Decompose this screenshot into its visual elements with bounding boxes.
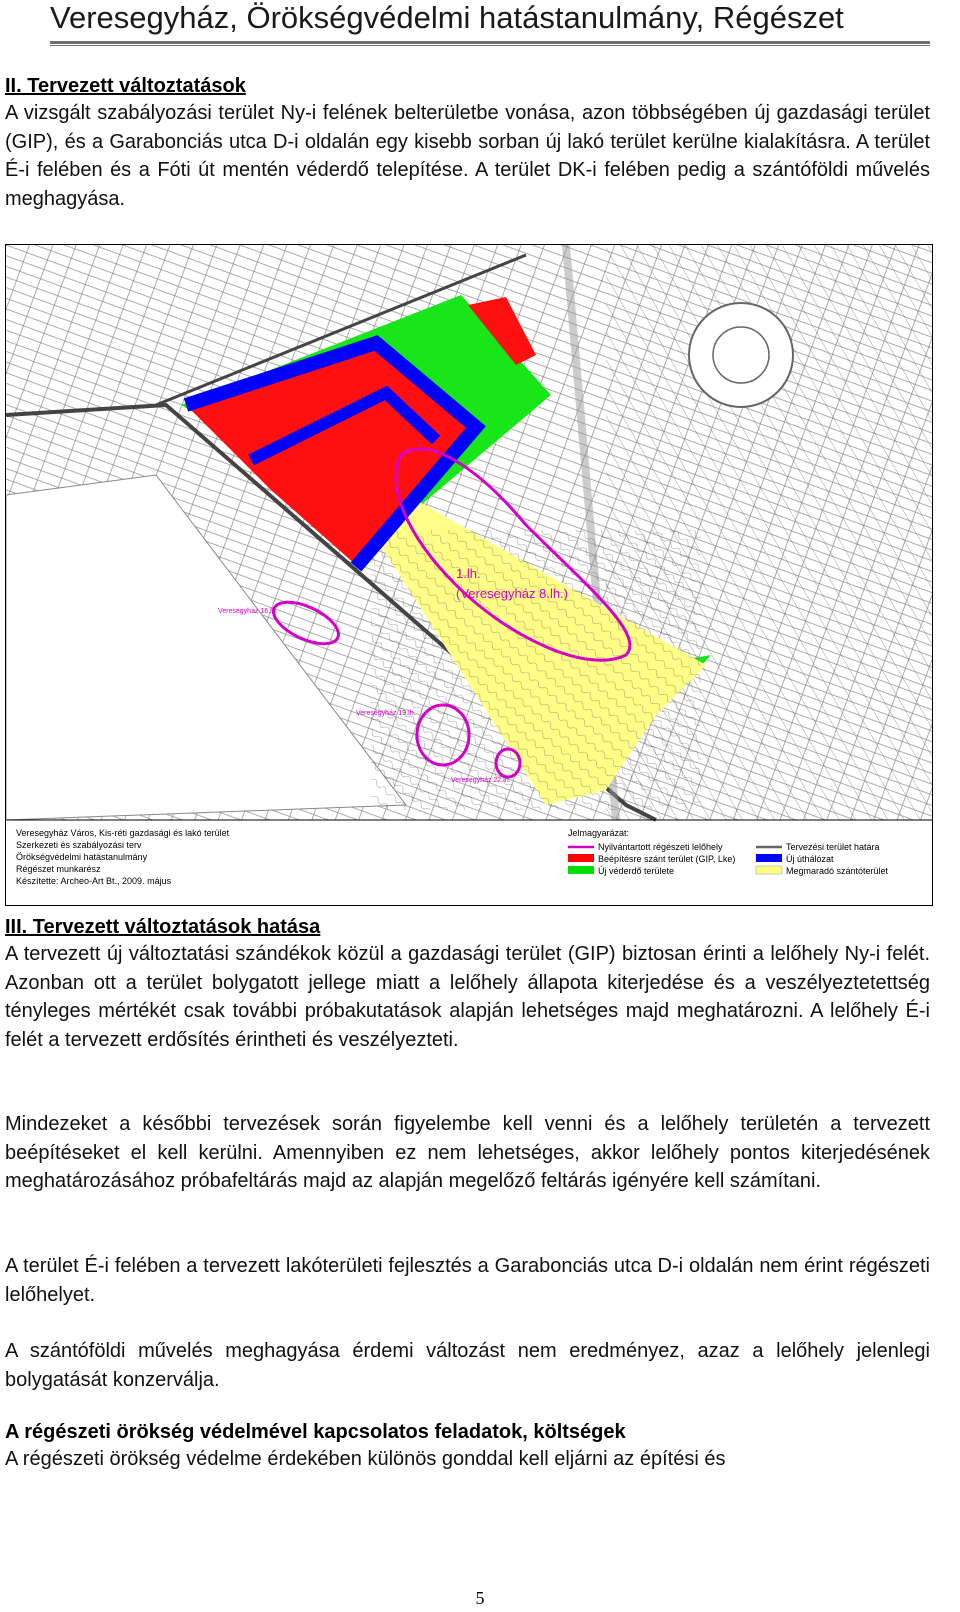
title-block-line: Szerkezeti és szabályozási terv	[16, 840, 142, 850]
section-4-paragraph-1: A régészeti örökség védelme érdekében különös gonddal kell eljárni az építési és	[5, 1448, 726, 1470]
site-22-label: Veresegyház 22.lh.	[451, 777, 511, 784]
site-19-label: Veresegyház 19.lh.	[356, 710, 416, 717]
legend-label: Beépítésre szánt terület (GIP, Lke)	[598, 854, 736, 864]
header-rule-thin	[50, 45, 930, 46]
section-3-heading: III. Tervezett változtatások hatása	[5, 916, 321, 938]
title-block-line: Készítette: Archeo-Art Bt., 2009. május	[16, 876, 172, 886]
page-number: 5	[475, 1588, 485, 1608]
section-2-heading: II. Tervezett változtatások	[5, 75, 246, 97]
section-3-paragraph-4: A szántóföldi művelés meghagyása érdemi változást nem eredményez, azaz a lelőhely jelenlegi bolygatását konzerválja.	[5, 1340, 930, 1391]
legend-label: Nyilvántartott régészeti lelőhely	[598, 842, 723, 852]
map-legend	[568, 828, 889, 876]
section-3-paragraph-3: A terület É-i felében a tervezett lakóterületi fejlesztés a Garabonciás utca D-i oldalán nem érint régészeti lelőhelyet.	[5, 1255, 930, 1306]
legend-swatch-farmland	[756, 866, 782, 874]
site-16-label: Veresegyház 16.lh.	[218, 608, 278, 615]
section-4-heading: A régészeti örökség védelmével kapcsolatos feladatok, költségek	[5, 1421, 626, 1443]
title-block-line: Régészet munkarész	[16, 864, 101, 874]
title-block-line: Örökségvédelmi hatástanulmány	[16, 852, 148, 862]
header-title: Veresegyház, Örökségvédelmi hatástanulmány, Régészet	[50, 0, 844, 35]
site-1-label: 1.lh.	[456, 566, 481, 581]
legend-swatch-forest	[568, 866, 594, 874]
legend-label: Megmaradó szántóterület	[786, 866, 889, 876]
section-2-paragraph: A vizsgált szabályozási terület Ny-i felének belterületbe vonása, azon többségében új gazdasági terület (GIP), és a Garabonciás utca D-i oldalán egy kisebb sorban új lakó terület kerülne kialakításra. A terület É-i felében és a Fóti út mentén véderdő telepítése. A terület DK-i felében pedig a szántóföldi művelés meghagyása.	[5, 102, 930, 210]
legend-title: Jelmagyarázat:	[568, 828, 630, 838]
legend-label: Új véderdő területe	[598, 866, 675, 876]
title-block-line: Veresegyház Város, Kis-réti gazdasági és lakó terület	[16, 828, 230, 838]
site-plan-drawing	[6, 245, 932, 905]
map-title-block	[16, 828, 230, 886]
site-1-sublabel: (Veresegyház 8.lh.)	[456, 586, 569, 601]
legend-label: Új úthálózat	[786, 854, 834, 864]
header-rule	[50, 41, 930, 44]
section-3-paragraph-2: Mindezeket a későbbi tervezések során figyelembe kell venni és a lelőhely területén a tervezett beépítéseket el kell kerülni. Amennyiben ez nem lehetséges, akkor lelőhely pontos kiterjedésének meghatározásához próbafeltárás majd az alapján megelőző feltárás igényére kell számítani.	[5, 1113, 930, 1192]
site-plan-map	[5, 244, 933, 906]
roundabout	[689, 303, 793, 407]
legend-swatch-built	[568, 854, 594, 862]
legend-swatch-road	[756, 854, 782, 862]
section-3-paragraph-1: A tervezett új változtatási szándékok közül a gazdasági terület (GIP) biztosan érinti a lelőhely Ny-i felét. Azonban ott a terület bolygatott jellege miatt a lelőhely állapota kiterjedése és a veszélyeztetettség tényleges mértékét csak további próbakutatások alapján lehetséges majd meghatározni. A lelőhely É-i felét a tervezett erdősítés érintheti és veszélyezteti.	[5, 943, 930, 1051]
legend-label: Tervezési terület határa	[786, 842, 880, 852]
page-header	[50, 0, 930, 40]
